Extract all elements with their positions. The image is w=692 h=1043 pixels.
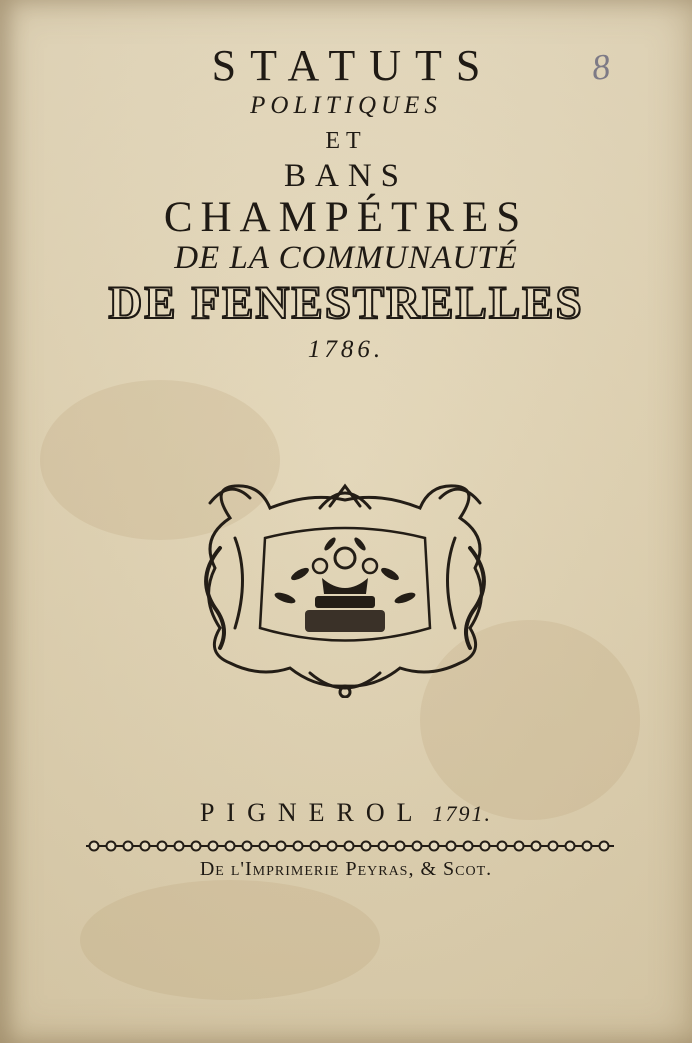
printer-line: De l'Imprimerie Peyras, & Scot. [199,858,493,880]
imprint-place: PIGNEROL [199,798,425,827]
title-line-fenestrelles: DE FENESTRELLES [108,277,584,329]
title-line-statuts: STATUTS [211,41,495,90]
imprint-year: 1791. [432,801,493,826]
title-line-bans: BANS [283,158,409,194]
handwritten-mark: 8 [589,46,613,88]
imprint-line [0,798,692,828]
title-line-politiques: POLITIQUES [250,92,442,119]
floral-ornament-icon [190,478,500,698]
title-line-et: ET [325,128,367,154]
title-line-communaute: DE LA COMMUNAUTÉ [174,240,518,276]
title-line-champetres: CHAMPÉTRES [163,194,529,241]
ornamental-rule-icon [86,836,614,856]
title-year: 1786. [307,336,385,363]
